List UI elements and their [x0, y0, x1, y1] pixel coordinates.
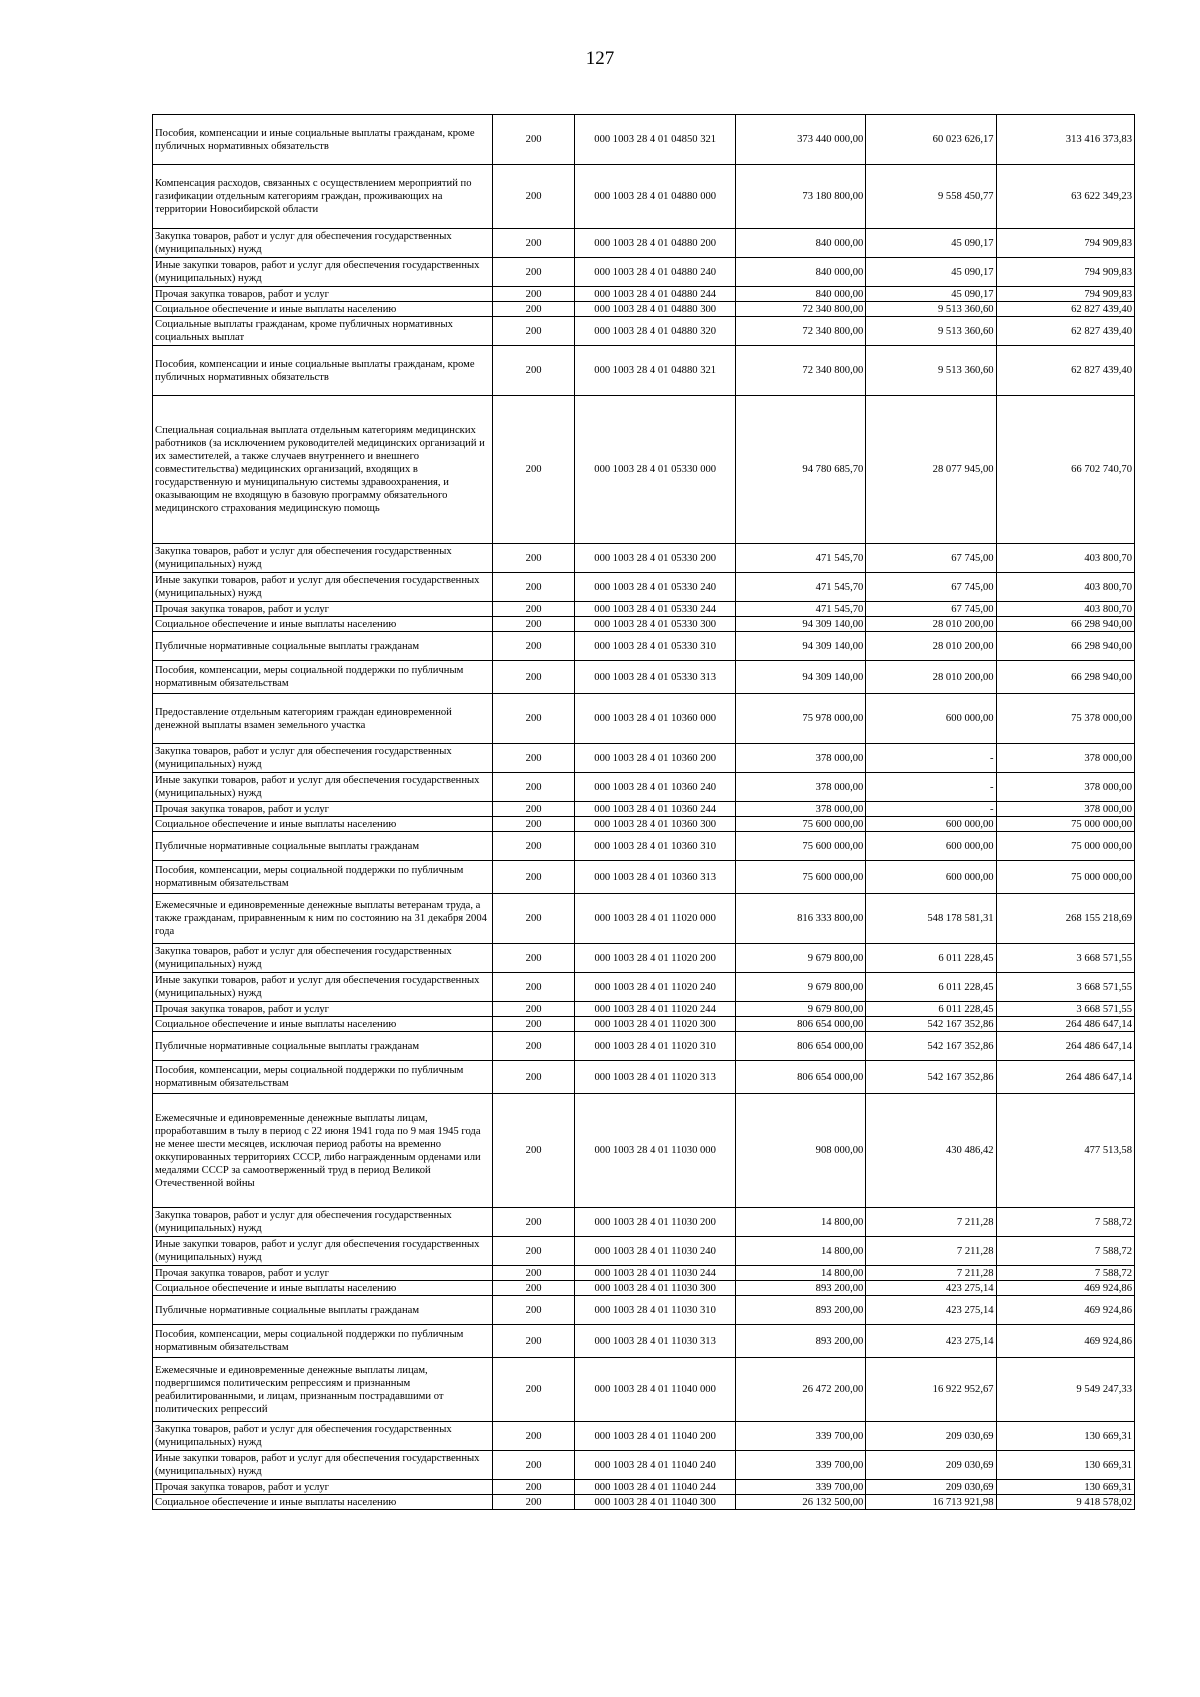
- row-approved: 72 340 800,00: [736, 302, 866, 317]
- table-row: [153, 861, 1135, 894]
- table-row: [153, 1358, 1135, 1422]
- row-name: Социальное обеспечение и иные выплаты населению: [153, 617, 493, 632]
- row-unexecuted: 3 668 571,55: [996, 1002, 1134, 1017]
- row-unexecuted: 7 588,72: [996, 1237, 1134, 1266]
- row-approved: 471 545,70: [736, 602, 866, 617]
- row-executed: 423 275,14: [866, 1325, 996, 1358]
- row-name: Пособия, компенсации и иные социальные выплаты гражданам, кроме публичных нормативных обязательств: [153, 115, 493, 165]
- row-budget-code: 000 1003 28 4 01 11030 240: [575, 1237, 736, 1266]
- row-approved: 378 000,00: [736, 773, 866, 802]
- row-name: Закупка товаров, работ и услуг для обеспечения государственных (муниципальных) нужд: [153, 1422, 493, 1451]
- row-name: Публичные нормативные социальные выплаты гражданам: [153, 1032, 493, 1061]
- row-unexecuted: 66 702 740,70: [996, 396, 1134, 544]
- row-budget-code: 000 1003 28 4 01 11020 240: [575, 973, 736, 1002]
- row-unexecuted: 264 486 647,14: [996, 1061, 1134, 1094]
- row-budget-code: 000 1003 28 4 01 10360 200: [575, 744, 736, 773]
- row-line-code: 200: [492, 1358, 574, 1422]
- row-line-code: 200: [492, 544, 574, 573]
- row-approved: 840 000,00: [736, 258, 866, 287]
- row-budget-code: 000 1003 28 4 01 11020 000: [575, 894, 736, 944]
- row-executed: 7 211,28: [866, 1266, 996, 1281]
- row-executed: 209 030,69: [866, 1422, 996, 1451]
- row-budget-code: 000 1003 28 4 01 04880 321: [575, 346, 736, 396]
- table-row: [153, 744, 1135, 773]
- row-budget-code: 000 1003 28 4 01 11020 200: [575, 944, 736, 973]
- row-executed: -: [866, 802, 996, 817]
- table-row: [153, 802, 1135, 817]
- row-approved: 72 340 800,00: [736, 317, 866, 346]
- table-row: [153, 346, 1135, 396]
- table-row: [153, 317, 1135, 346]
- row-approved: 75 600 000,00: [736, 861, 866, 894]
- row-executed: 600 000,00: [866, 694, 996, 744]
- row-line-code: 200: [492, 602, 574, 617]
- row-approved: 806 654 000,00: [736, 1017, 866, 1032]
- row-line-code: 200: [492, 773, 574, 802]
- row-executed: 9 558 450,77: [866, 165, 996, 229]
- row-approved: 72 340 800,00: [736, 346, 866, 396]
- row-approved: 94 309 140,00: [736, 617, 866, 632]
- row-line-code: 200: [492, 1017, 574, 1032]
- row-name: Компенсация расходов, связанных с осуществлением мероприятий по газификации отдельным категориям граждан, проживающих на территории Новосибирской области: [153, 165, 493, 229]
- row-name: Публичные нормативные социальные выплаты гражданам: [153, 832, 493, 861]
- row-approved: 806 654 000,00: [736, 1061, 866, 1094]
- row-executed: 16 922 952,67: [866, 1358, 996, 1422]
- row-approved: 339 700,00: [736, 1451, 866, 1480]
- table-row: [153, 1266, 1135, 1281]
- table-row: [153, 694, 1135, 744]
- row-unexecuted: 477 513,58: [996, 1094, 1134, 1208]
- table-row: [153, 1237, 1135, 1266]
- row-unexecuted: 75 378 000,00: [996, 694, 1134, 744]
- row-approved: 816 333 800,00: [736, 894, 866, 944]
- row-name: Иные закупки товаров, работ и услуг для обеспечения государственных (муниципальных) нужд: [153, 1237, 493, 1266]
- row-executed: 67 745,00: [866, 573, 996, 602]
- row-line-code: 200: [492, 744, 574, 773]
- row-budget-code: 000 1003 28 4 01 10360 310: [575, 832, 736, 861]
- row-line-code: 200: [492, 573, 574, 602]
- row-unexecuted: 794 909,83: [996, 229, 1134, 258]
- row-budget-code: 000 1003 28 4 01 11020 244: [575, 1002, 736, 1017]
- table-row: [153, 544, 1135, 573]
- table-row: [153, 661, 1135, 694]
- row-name: Закупка товаров, работ и услуг для обеспечения государственных (муниципальных) нужд: [153, 1208, 493, 1237]
- row-approved: 840 000,00: [736, 287, 866, 302]
- row-executed: 67 745,00: [866, 602, 996, 617]
- row-executed: 28 010 200,00: [866, 632, 996, 661]
- row-name: Социальное обеспечение и иные выплаты населению: [153, 1495, 493, 1510]
- table-row: [153, 302, 1135, 317]
- row-budget-code: 000 1003 28 4 01 11030 310: [575, 1296, 736, 1325]
- row-line-code: 200: [492, 1495, 574, 1510]
- row-unexecuted: 7 588,72: [996, 1266, 1134, 1281]
- row-name: Иные закупки товаров, работ и услуг для обеспечения государственных (муниципальных) нужд: [153, 1451, 493, 1480]
- table-row: [153, 1032, 1135, 1061]
- row-line-code: 200: [492, 632, 574, 661]
- row-budget-code: 000 1003 28 4 01 05330 310: [575, 632, 736, 661]
- row-unexecuted: 794 909,83: [996, 258, 1134, 287]
- row-name: Пособия, компенсации, меры социальной поддержки по публичным нормативным обязательствам: [153, 861, 493, 894]
- row-name: Социальное обеспечение и иные выплаты населению: [153, 302, 493, 317]
- row-line-code: 200: [492, 661, 574, 694]
- table-row: [153, 1422, 1135, 1451]
- row-line-code: 200: [492, 832, 574, 861]
- row-executed: 600 000,00: [866, 832, 996, 861]
- table-row: [153, 1208, 1135, 1237]
- table-row: [153, 115, 1135, 165]
- table-row: [153, 287, 1135, 302]
- row-line-code: 200: [492, 1208, 574, 1237]
- row-executed: 423 275,14: [866, 1296, 996, 1325]
- table-row: [153, 894, 1135, 944]
- row-unexecuted: 403 800,70: [996, 573, 1134, 602]
- table-row: [153, 229, 1135, 258]
- row-name: Публичные нормативные социальные выплаты гражданам: [153, 1296, 493, 1325]
- row-unexecuted: 66 298 940,00: [996, 617, 1134, 632]
- row-budget-code: 000 1003 28 4 01 04880 000: [575, 165, 736, 229]
- row-line-code: 200: [492, 1266, 574, 1281]
- row-approved: 471 545,70: [736, 573, 866, 602]
- row-name: Прочая закупка товаров, работ и услуг: [153, 1480, 493, 1495]
- table-row: [153, 1002, 1135, 1017]
- row-budget-code: 000 1003 28 4 01 05330 000: [575, 396, 736, 544]
- table-row: [153, 944, 1135, 973]
- row-budget-code: 000 1003 28 4 01 10360 313: [575, 861, 736, 894]
- table-row: [153, 632, 1135, 661]
- table-row: [153, 1017, 1135, 1032]
- row-unexecuted: 3 668 571,55: [996, 944, 1134, 973]
- row-budget-code: 000 1003 28 4 01 11030 313: [575, 1325, 736, 1358]
- row-line-code: 200: [492, 258, 574, 287]
- row-approved: 893 200,00: [736, 1296, 866, 1325]
- table-row: [153, 258, 1135, 287]
- row-executed: 9 513 360,60: [866, 317, 996, 346]
- row-approved: 94 309 140,00: [736, 632, 866, 661]
- row-executed: 28 010 200,00: [866, 661, 996, 694]
- table-row: [153, 1281, 1135, 1296]
- row-name: Иные закупки товаров, работ и услуг для обеспечения государственных (муниципальных) нужд: [153, 573, 493, 602]
- row-name: Социальное обеспечение и иные выплаты населению: [153, 817, 493, 832]
- row-approved: 73 180 800,00: [736, 165, 866, 229]
- row-line-code: 200: [492, 1325, 574, 1358]
- row-unexecuted: 378 000,00: [996, 744, 1134, 773]
- row-executed: 423 275,14: [866, 1281, 996, 1296]
- row-executed: 548 178 581,31: [866, 894, 996, 944]
- row-approved: 26 472 200,00: [736, 1358, 866, 1422]
- row-approved: 893 200,00: [736, 1281, 866, 1296]
- row-approved: 806 654 000,00: [736, 1032, 866, 1061]
- row-name: Закупка товаров, работ и услуг для обеспечения государственных (муниципальных) нужд: [153, 744, 493, 773]
- row-approved: 75 600 000,00: [736, 832, 866, 861]
- row-line-code: 200: [492, 1094, 574, 1208]
- row-unexecuted: 75 000 000,00: [996, 861, 1134, 894]
- row-unexecuted: 63 622 349,23: [996, 165, 1134, 229]
- row-line-code: 200: [492, 1281, 574, 1296]
- row-approved: 9 679 800,00: [736, 1002, 866, 1017]
- row-approved: 75 978 000,00: [736, 694, 866, 744]
- row-name: Прочая закупка товаров, работ и услуг: [153, 802, 493, 817]
- row-line-code: 200: [492, 802, 574, 817]
- row-unexecuted: 130 669,31: [996, 1451, 1134, 1480]
- row-approved: 9 679 800,00: [736, 944, 866, 973]
- row-unexecuted: 9 418 578,02: [996, 1495, 1134, 1510]
- row-line-code: 200: [492, 165, 574, 229]
- row-executed: 7 211,28: [866, 1237, 996, 1266]
- row-approved: 94 780 685,70: [736, 396, 866, 544]
- row-approved: 14 800,00: [736, 1208, 866, 1237]
- row-approved: 14 800,00: [736, 1237, 866, 1266]
- table-row: [153, 1061, 1135, 1094]
- row-approved: 471 545,70: [736, 544, 866, 573]
- row-unexecuted: 403 800,70: [996, 602, 1134, 617]
- row-approved: 26 132 500,00: [736, 1495, 866, 1510]
- row-line-code: 200: [492, 1061, 574, 1094]
- row-name: Ежемесячные и единовременные денежные выплаты ветеранам труда, а также гражданам, приравненным к ним по состоянию на 31 декабря 2004 года: [153, 894, 493, 944]
- row-budget-code: 000 1003 28 4 01 10360 240: [575, 773, 736, 802]
- row-unexecuted: 378 000,00: [996, 802, 1134, 817]
- row-approved: 908 000,00: [736, 1094, 866, 1208]
- budget-table: [152, 114, 1135, 1510]
- row-budget-code: 000 1003 28 4 01 05330 244: [575, 602, 736, 617]
- row-line-code: 200: [492, 302, 574, 317]
- row-executed: 28 077 945,00: [866, 396, 996, 544]
- row-budget-code: 000 1003 28 4 01 11040 000: [575, 1358, 736, 1422]
- row-line-code: 200: [492, 861, 574, 894]
- row-line-code: 200: [492, 1237, 574, 1266]
- row-name: Закупка товаров, работ и услуг для обеспечения государственных (муниципальных) нужд: [153, 944, 493, 973]
- row-executed: 542 167 352,86: [866, 1061, 996, 1094]
- row-budget-code: 000 1003 28 4 01 11030 300: [575, 1281, 736, 1296]
- row-line-code: 200: [492, 287, 574, 302]
- row-executed: -: [866, 773, 996, 802]
- row-unexecuted: 264 486 647,14: [996, 1032, 1134, 1061]
- row-unexecuted: 264 486 647,14: [996, 1017, 1134, 1032]
- budget-table-body: [153, 115, 1135, 1510]
- row-unexecuted: 794 909,83: [996, 287, 1134, 302]
- row-approved: 893 200,00: [736, 1325, 866, 1358]
- row-budget-code: 000 1003 28 4 01 10360 300: [575, 817, 736, 832]
- row-approved: 373 440 000,00: [736, 115, 866, 165]
- row-name: Прочая закупка товаров, работ и услуг: [153, 1266, 493, 1281]
- row-budget-code: 000 1003 28 4 01 04880 320: [575, 317, 736, 346]
- table-row: [153, 165, 1135, 229]
- row-name: Иные закупки товаров, работ и услуг для обеспечения государственных (муниципальных) нужд: [153, 973, 493, 1002]
- row-executed: 28 010 200,00: [866, 617, 996, 632]
- row-budget-code: 000 1003 28 4 01 04850 321: [575, 115, 736, 165]
- row-unexecuted: 130 669,31: [996, 1422, 1134, 1451]
- row-line-code: 200: [492, 1480, 574, 1495]
- row-budget-code: 000 1003 28 4 01 05330 200: [575, 544, 736, 573]
- row-name: Ежемесячные и единовременные денежные выплаты лицам, подвергшимся политическим репрессиям и признанным реабилитированными, и лицам, признанным пострадавшими от политических репрессий: [153, 1358, 493, 1422]
- row-unexecuted: 313 416 373,83: [996, 115, 1134, 165]
- row-approved: 339 700,00: [736, 1422, 866, 1451]
- row-unexecuted: 62 827 439,40: [996, 317, 1134, 346]
- table-row: [153, 602, 1135, 617]
- row-name: Предоставление отдельным категориям граждан единовременной денежной выплаты взамен земельного участка: [153, 694, 493, 744]
- row-unexecuted: 3 668 571,55: [996, 973, 1134, 1002]
- row-unexecuted: 403 800,70: [996, 544, 1134, 573]
- row-budget-code: 000 1003 28 4 01 11020 310: [575, 1032, 736, 1061]
- row-budget-code: 000 1003 28 4 01 04880 240: [575, 258, 736, 287]
- row-executed: 542 167 352,86: [866, 1017, 996, 1032]
- row-executed: -: [866, 744, 996, 773]
- row-approved: 378 000,00: [736, 802, 866, 817]
- table-row: [153, 617, 1135, 632]
- row-budget-code: 000 1003 28 4 01 04880 300: [575, 302, 736, 317]
- row-name: Социальное обеспечение и иные выплаты населению: [153, 1281, 493, 1296]
- row-budget-code: 000 1003 28 4 01 10360 000: [575, 694, 736, 744]
- row-approved: 75 600 000,00: [736, 817, 866, 832]
- table-row: [153, 773, 1135, 802]
- row-name: Ежемесячные и единовременные денежные выплаты лицам, проработавшим в тылу в период с 22 июня 1941 года по 9 мая 1945 года не менее шести месяцев, исключая период работы на временно оккупированных территориях СССР, либо награжденным орденами или медалями СССР за самоотверженный труд в период Великой Отечественной войны: [153, 1094, 493, 1208]
- row-name: Иные закупки товаров, работ и услуг для обеспечения государственных (муниципальных) нужд: [153, 773, 493, 802]
- row-executed: 67 745,00: [866, 544, 996, 573]
- row-executed: 209 030,69: [866, 1451, 996, 1480]
- table-row: [153, 396, 1135, 544]
- row-budget-code: 000 1003 28 4 01 05330 300: [575, 617, 736, 632]
- row-budget-code: 000 1003 28 4 01 04880 200: [575, 229, 736, 258]
- row-executed: 45 090,17: [866, 287, 996, 302]
- row-unexecuted: 66 298 940,00: [996, 661, 1134, 694]
- row-name: Пособия, компенсации и иные социальные выплаты гражданам, кроме публичных нормативных обязательств: [153, 346, 493, 396]
- row-name: Закупка товаров, работ и услуг для обеспечения государственных (муниципальных) нужд: [153, 229, 493, 258]
- row-executed: 600 000,00: [866, 861, 996, 894]
- row-line-code: 200: [492, 317, 574, 346]
- row-line-code: 200: [492, 694, 574, 744]
- table-row: [153, 1495, 1135, 1510]
- row-line-code: 200: [492, 894, 574, 944]
- table-row: [153, 973, 1135, 1002]
- row-line-code: 200: [492, 229, 574, 258]
- row-budget-code: 000 1003 28 4 01 11040 244: [575, 1480, 736, 1495]
- row-budget-code: 000 1003 28 4 01 11040 300: [575, 1495, 736, 1510]
- row-budget-code: 000 1003 28 4 01 11030 244: [575, 1266, 736, 1281]
- row-line-code: 200: [492, 617, 574, 632]
- table-row: [153, 832, 1135, 861]
- row-unexecuted: 469 924,86: [996, 1296, 1134, 1325]
- table-row: [153, 1094, 1135, 1208]
- row-budget-code: 000 1003 28 4 01 11020 313: [575, 1061, 736, 1094]
- row-unexecuted: 62 827 439,40: [996, 302, 1134, 317]
- row-unexecuted: 66 298 940,00: [996, 632, 1134, 661]
- row-name: Социальные выплаты гражданам, кроме публичных нормативных социальных выплат: [153, 317, 493, 346]
- row-unexecuted: 62 827 439,40: [996, 346, 1134, 396]
- row-executed: 6 011 228,45: [866, 944, 996, 973]
- row-line-code: 200: [492, 396, 574, 544]
- table-row: [153, 1480, 1135, 1495]
- row-unexecuted: 469 924,86: [996, 1281, 1134, 1296]
- row-unexecuted: 7 588,72: [996, 1208, 1134, 1237]
- row-unexecuted: 75 000 000,00: [996, 832, 1134, 861]
- row-unexecuted: 378 000,00: [996, 773, 1134, 802]
- row-executed: 9 513 360,60: [866, 302, 996, 317]
- row-unexecuted: 75 000 000,00: [996, 817, 1134, 832]
- row-approved: 14 800,00: [736, 1266, 866, 1281]
- row-approved: 94 309 140,00: [736, 661, 866, 694]
- table-row: [153, 1325, 1135, 1358]
- row-executed: 45 090,17: [866, 229, 996, 258]
- row-approved: 840 000,00: [736, 229, 866, 258]
- row-budget-code: 000 1003 28 4 01 11040 200: [575, 1422, 736, 1451]
- table-row: [153, 1296, 1135, 1325]
- row-name: Прочая закупка товаров, работ и услуг: [153, 602, 493, 617]
- row-line-code: 200: [492, 1032, 574, 1061]
- row-name: Прочая закупка товаров, работ и услуг: [153, 287, 493, 302]
- row-budget-code: 000 1003 28 4 01 11030 200: [575, 1208, 736, 1237]
- row-line-code: 200: [492, 346, 574, 396]
- row-budget-code: 000 1003 28 4 01 11030 000: [575, 1094, 736, 1208]
- table-row: [153, 1451, 1135, 1480]
- row-budget-code: 000 1003 28 4 01 11020 300: [575, 1017, 736, 1032]
- row-line-code: 200: [492, 1451, 574, 1480]
- row-budget-code: 000 1003 28 4 01 10360 244: [575, 802, 736, 817]
- row-executed: 9 513 360,60: [866, 346, 996, 396]
- row-executed: 600 000,00: [866, 817, 996, 832]
- row-unexecuted: 9 549 247,33: [996, 1358, 1134, 1422]
- row-budget-code: 000 1003 28 4 01 11040 240: [575, 1451, 736, 1480]
- row-line-code: 200: [492, 944, 574, 973]
- row-name: Публичные нормативные социальные выплаты гражданам: [153, 632, 493, 661]
- page-number: 127: [585, 48, 615, 69]
- row-line-code: 200: [492, 1296, 574, 1325]
- row-executed: 209 030,69: [866, 1480, 996, 1495]
- row-name: Иные закупки товаров, работ и услуг для обеспечения государственных (муниципальных) нужд: [153, 258, 493, 287]
- row-budget-code: 000 1003 28 4 01 04880 244: [575, 287, 736, 302]
- row-name: Прочая закупка товаров, работ и услуг: [153, 1002, 493, 1017]
- row-approved: 9 679 800,00: [736, 973, 866, 1002]
- row-unexecuted: 469 924,86: [996, 1325, 1134, 1358]
- row-executed: 45 090,17: [866, 258, 996, 287]
- table-row: [153, 573, 1135, 602]
- row-executed: 16 713 921,98: [866, 1495, 996, 1510]
- row-line-code: 200: [492, 115, 574, 165]
- row-executed: 542 167 352,86: [866, 1032, 996, 1061]
- row-unexecuted: 268 155 218,69: [996, 894, 1134, 944]
- row-name: Пособия, компенсации, меры социальной поддержки по публичным нормативным обязательствам: [153, 1325, 493, 1358]
- row-budget-code: 000 1003 28 4 01 05330 313: [575, 661, 736, 694]
- row-name: Пособия, компенсации, меры социальной поддержки по публичным нормативным обязательствам: [153, 1061, 493, 1094]
- row-name: Закупка товаров, работ и услуг для обеспечения государственных (муниципальных) нужд: [153, 544, 493, 573]
- row-executed: 7 211,28: [866, 1208, 996, 1237]
- row-line-code: 200: [492, 817, 574, 832]
- row-executed: 430 486,42: [866, 1094, 996, 1208]
- row-name: Социальное обеспечение и иные выплаты населению: [153, 1017, 493, 1032]
- row-name: Специальная социальная выплата отдельным категориям медицинских работников (за исключением руководителей медицинских организаций и их заместителей, а также случаев внутреннего и внешнего совместительства) медицинских организаций, входящих в государственную и муниципальную системы здравоохранения, и оказывающим не входящую в базовую программу обязательного медицинского страхования медицинскую помощь: [153, 396, 493, 544]
- row-approved: 339 700,00: [736, 1480, 866, 1495]
- row-executed: 6 011 228,45: [866, 1002, 996, 1017]
- row-approved: 378 000,00: [736, 744, 866, 773]
- table-row: [153, 817, 1135, 832]
- row-unexecuted: 130 669,31: [996, 1480, 1134, 1495]
- row-line-code: 200: [492, 1002, 574, 1017]
- row-line-code: 200: [492, 1422, 574, 1451]
- row-name: Пособия, компенсации, меры социальной поддержки по публичным нормативным обязательствам: [153, 661, 493, 694]
- row-executed: 60 023 626,17: [866, 115, 996, 165]
- row-budget-code: 000 1003 28 4 01 05330 240: [575, 573, 736, 602]
- row-line-code: 200: [492, 973, 574, 1002]
- row-executed: 6 011 228,45: [866, 973, 996, 1002]
